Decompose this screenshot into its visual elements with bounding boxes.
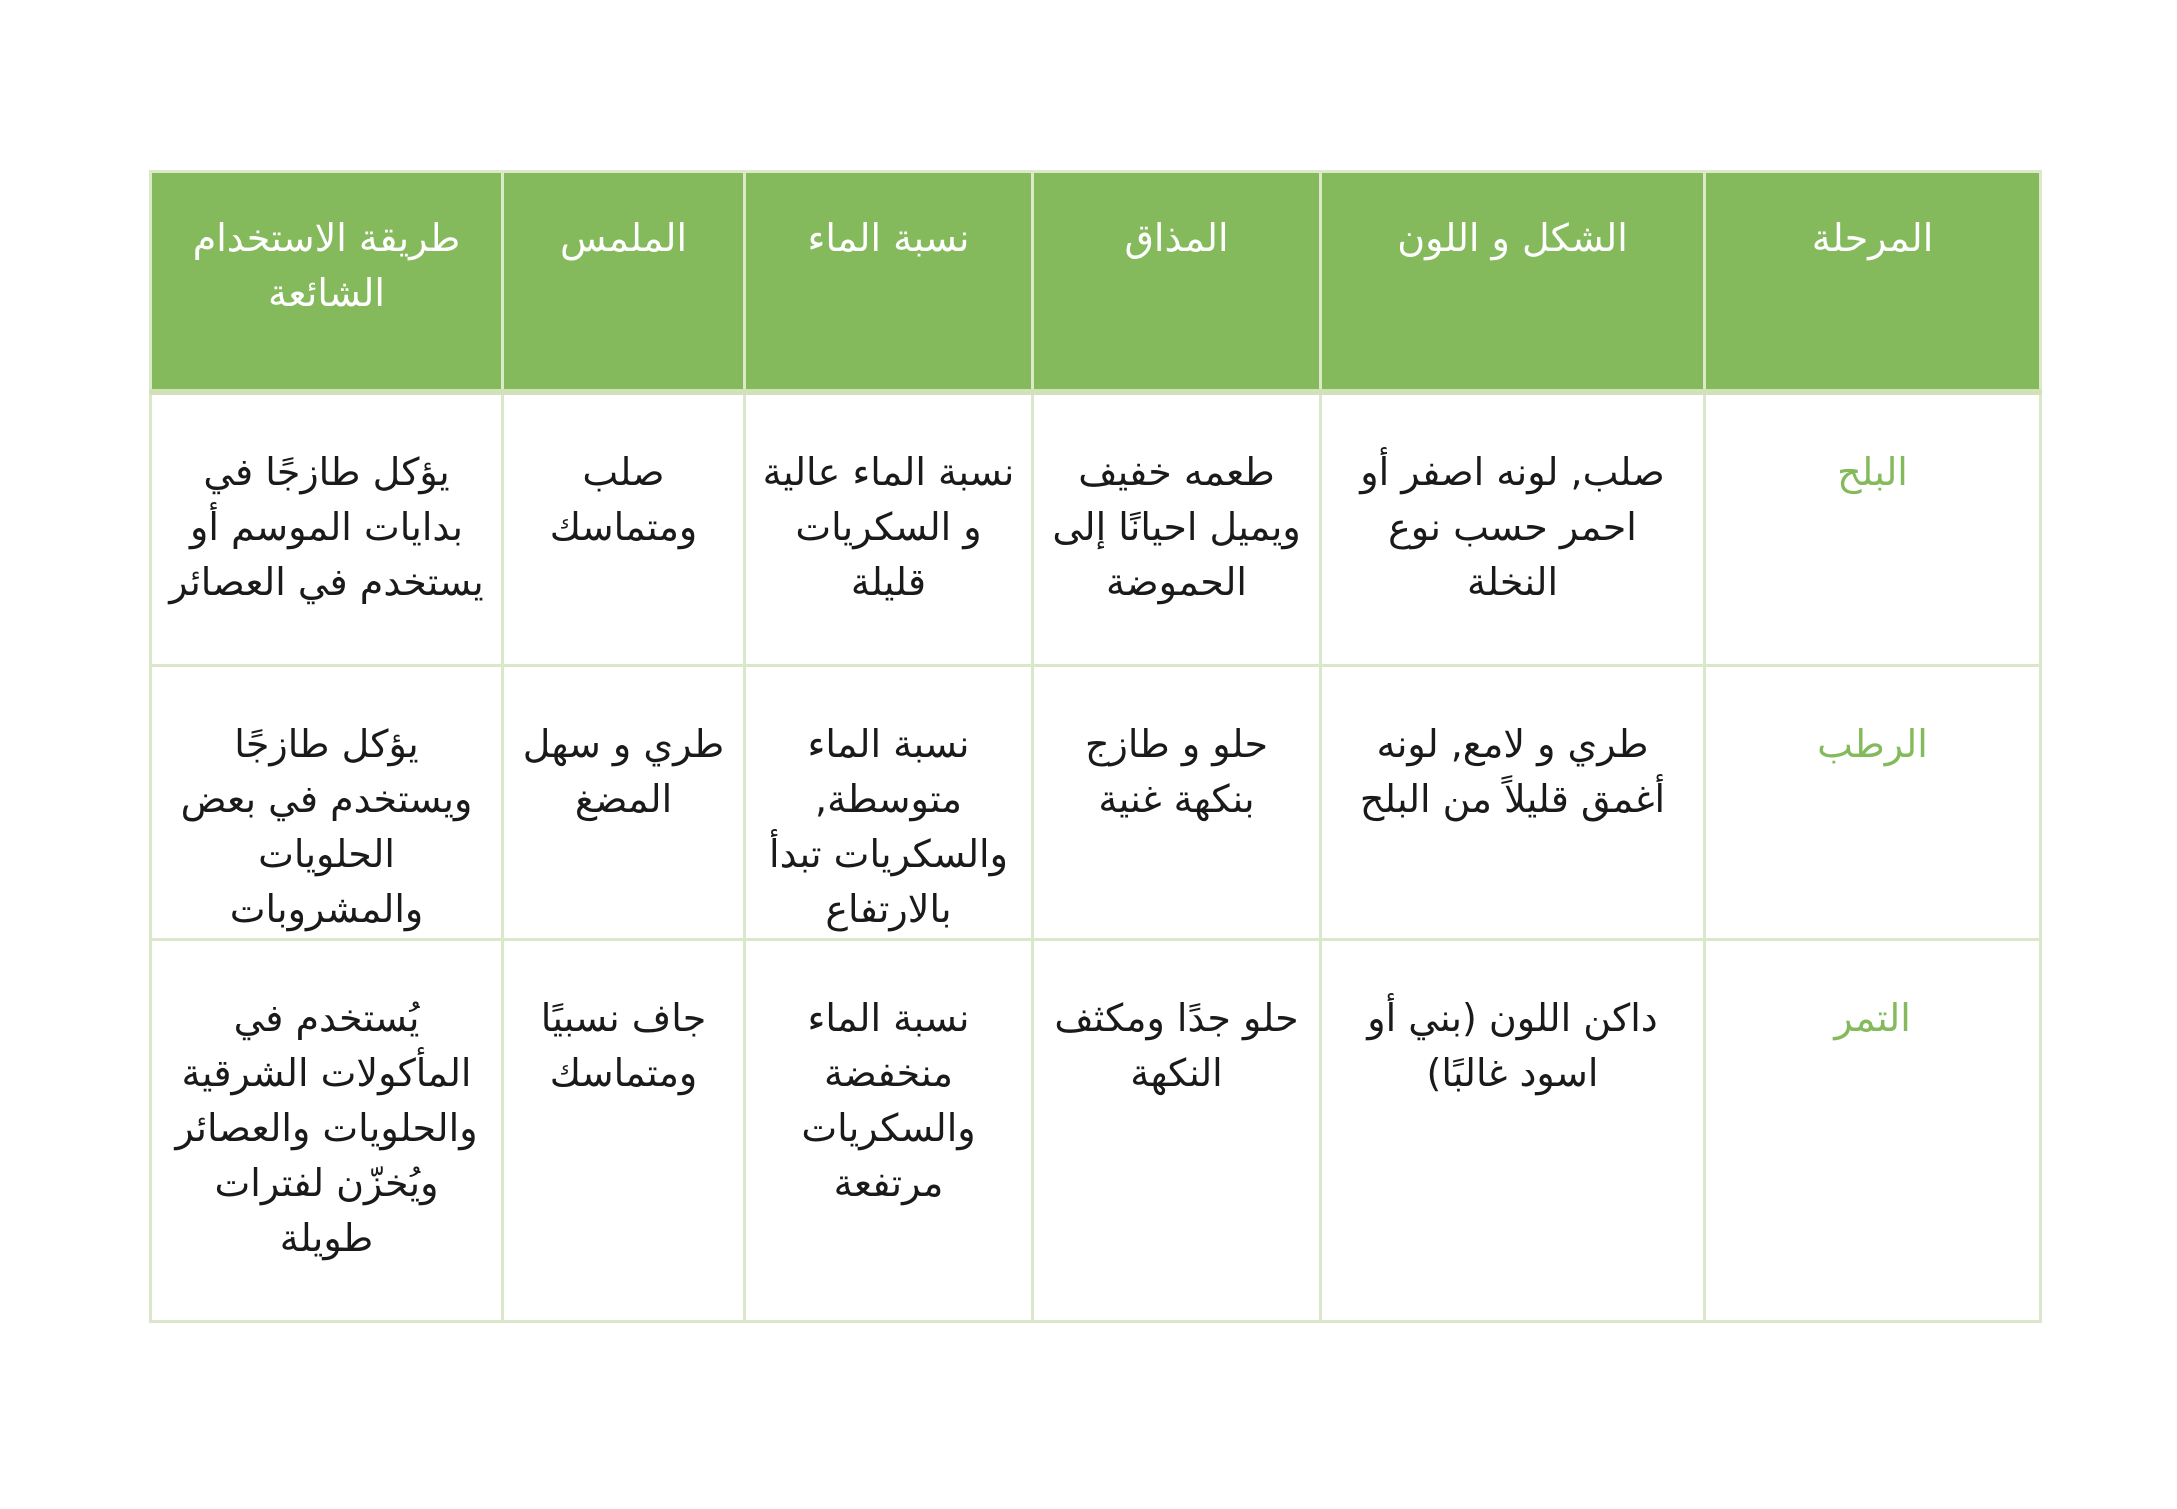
shape-color-cell: طري و لامع, لونه أغمق قليلاً من البلح [1321, 666, 1705, 940]
common-use-cell: يؤكل طازجًا ويستخدم في بعض الحلويات والمشروبات [151, 666, 503, 940]
common-use-cell: يُستخدم في المأكولات الشرقية والحلويات والعصائر ويُخزّن لفترات طويلة [151, 940, 503, 1322]
stage-cell: البلح [1705, 392, 2041, 666]
texture-cell: صلب ومتماسك [503, 392, 745, 666]
shape-color-cell: صلب, لونه اصفر أو احمر حسب نوع النخلة [1321, 392, 1705, 666]
water-ratio-cell: نسبة الماء عالية و السكريات قليلة [745, 392, 1033, 666]
common-use-cell: يؤكل طازجًا في بدايات الموسم أو يستخدم في العصائر [151, 392, 503, 666]
header-shape-color: الشكل و اللون [1321, 172, 1705, 392]
shape-color-cell: داكن اللون (بني أو اسود غالبًا) [1321, 940, 1705, 1322]
taste-cell: حلو جدًا ومكثف النكهة [1033, 940, 1321, 1322]
header-stage: المرحلة [1705, 172, 2041, 392]
header-row [151, 172, 2041, 392]
water-ratio-cell: نسبة الماء متوسطة, والسكريات تبدأ بالارتفاع [745, 666, 1033, 940]
stages-table-container [152, 170, 2042, 1323]
header-taste: المذاق [1033, 172, 1321, 392]
texture-cell: طري و سهل المضغ [503, 666, 745, 940]
header-texture: الملمس [503, 172, 745, 392]
stage-cell: التمر [1705, 940, 2041, 1322]
header-water-ratio: نسبة الماء [745, 172, 1033, 392]
taste-cell: طعمه خفيف ويميل احيانًا إلى الحموضة [1033, 392, 1321, 666]
header-common-use: طريقة الاستخدام الشائعة [151, 172, 503, 392]
table-row [151, 392, 2041, 666]
water-ratio-cell: نسبة الماء منخفضة والسكريات مرتفعة [745, 940, 1033, 1322]
texture-cell: جاف نسبيًا ومتماسك [503, 940, 745, 1322]
date-ripening-stages-table [149, 170, 2042, 1323]
taste-cell: حلو و طازج بنكهة غنية [1033, 666, 1321, 940]
stage-cell: الرطب [1705, 666, 2041, 940]
table-row [151, 666, 2041, 940]
table-header [151, 172, 2041, 392]
table-body [151, 392, 2041, 1322]
table-row [151, 940, 2041, 1322]
